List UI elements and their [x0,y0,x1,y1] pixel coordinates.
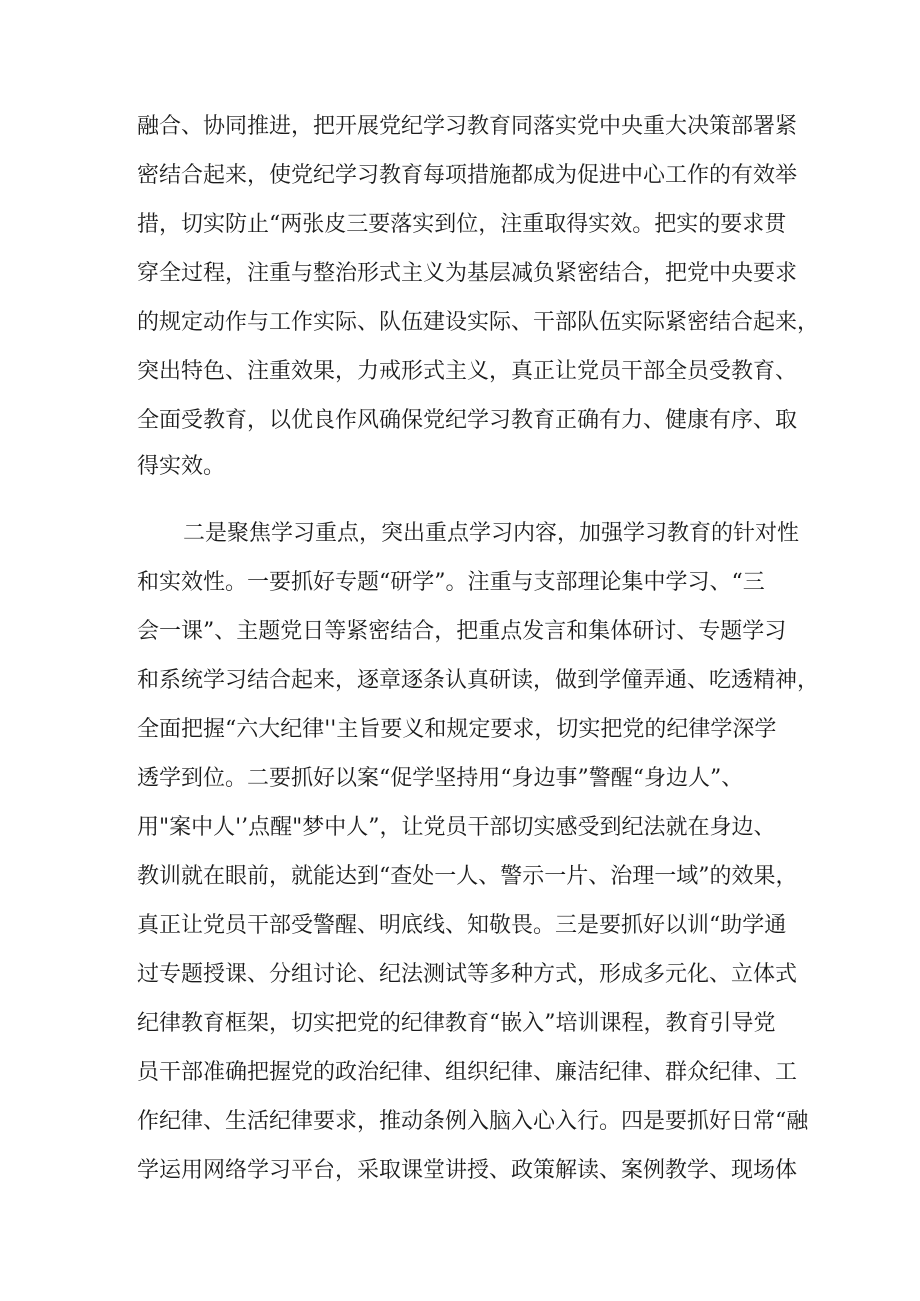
body-text-line: 和系统学习结合起来，逐章逐条认真研读，做到学僮弄通、吃透精神， [137,668,820,693]
body-text-line: 透学到位。二要抓好以案“促学坚持用“身边事”警醒“身边人”、 [137,766,744,791]
body-text-line: 过专题授课、分组讨论、纪法测试等多种方式，形成多元化、立体式 [137,962,798,987]
body-text-line: 突出特色、注重效果，力戒形式主义，真正让党员干部全员受教育、 [137,359,798,384]
body-text-line: 用"案中人'’点醒"梦中人”，让党员干部切实感受到纪法就在身边、 [137,815,776,840]
body-text-line: 得实效。 [137,454,226,479]
body-text-line: 纪律教育框架，切实把党的纪律教育“嵌入”培训课程，教育引导党 [137,1011,776,1036]
body-text-line: 全面把握“六大纪律''主旨要义和规定要求，切实把党的纪律学深学 [137,717,777,742]
body-text-line: 员干部准确把握党的政治纪律、组织纪律、廉洁纪律、群众纪律、工 [137,1060,798,1085]
body-text-line: 真正让党员干部受警醒、明底线、知敬畏。三是要抓好以训“助学通 [137,913,787,938]
body-text-line: 穿全过程，注重与整治形式主义为基层减负紧密结合，把党中央要求 [137,261,798,286]
body-text-line: 融合、协同推进，把开展党纪学习教育同落实党中央重大决策部署紧 [137,114,798,139]
body-text-line: 学运用网络学习平台，采取课堂讲授、政策解读、案例教学、现场体 [137,1158,798,1183]
body-text-line: 密结合起来，使党纪学习教育每项措施都成为促进中心工作的有效举 [137,163,798,188]
body-text-line: 的规定动作与工作实际、队伍建设实际、干部队伍实际紧密结合起来， [137,310,820,335]
body-text-line: 措，切实防止“两张皮三要落实到位，注重取得实效。把实的要求贯 [137,212,787,237]
body-text-line: 和实效性。一要抓好专题“研学”。注重与支部理论集中学习、“三 [137,570,765,595]
body-text-line: 全面受教育，以优良作风确保党纪学习教育正确有力、健康有序、取 [137,408,798,433]
paragraph-first-line: 二是聚焦学习重点，突出重点学习内容，加强学习教育的针对性 [183,521,800,546]
body-text-line: 作纪律、生活纪律要求，推动条例入脑入心入行。四是要抓好日常“融 [137,1109,809,1134]
body-text-line: 会一课”、主题党日等紧密结合，把重点发言和集体研讨、专题学习 [137,619,787,644]
body-text-line: 教训就在眼前，就能达到“查处一人、警示一片、治理一域”的效果， [137,864,798,889]
